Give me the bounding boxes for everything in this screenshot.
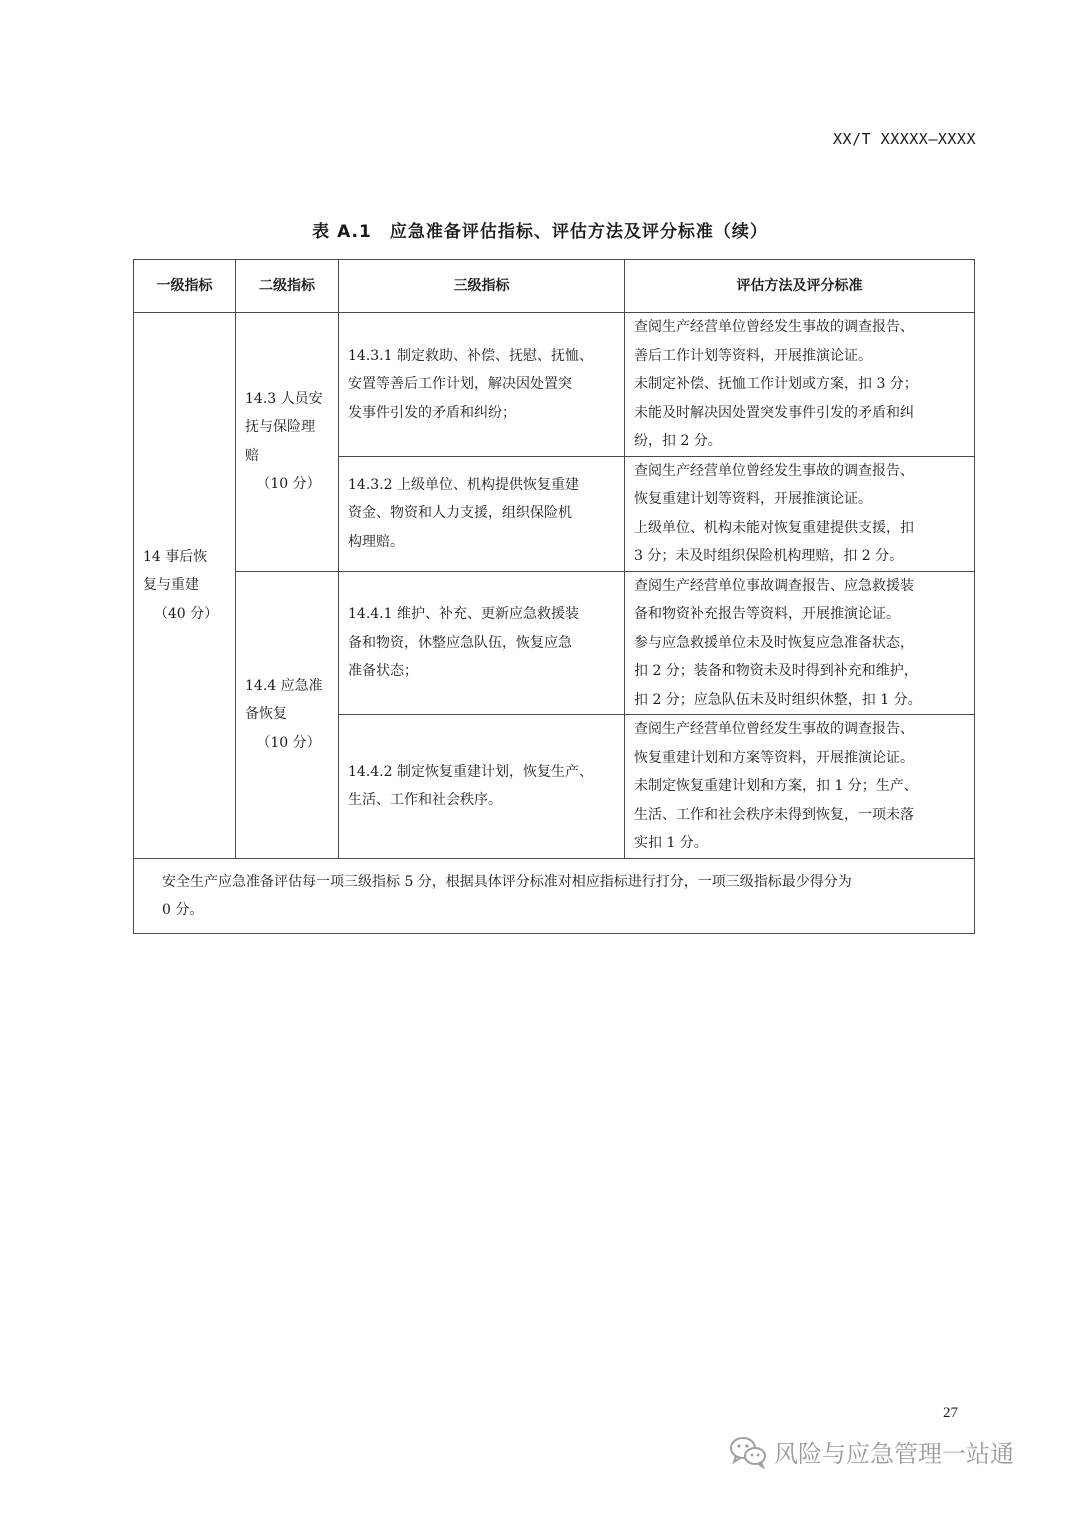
level3-line: 14.4.1 维护、补充、更新应急救援装 — [348, 606, 579, 622]
method-line: 实扣 1 分。 — [634, 835, 708, 851]
level3-line: 14.3.2 上级单位、机构提供恢复重建 — [348, 476, 579, 493]
method-line: 备和物资补充报告等资料，开展推演论证。 — [634, 606, 900, 622]
level2-cell — [236, 313, 339, 572]
method-line: 参与应急救援单位未及时恢复应急准备状态， — [634, 634, 914, 651]
level3-line: 14.3.1 制定救助、补偿、抚慰、抚恤、 — [348, 347, 593, 364]
column-header: 一级指标 — [134, 260, 236, 313]
method-line: 查阅生产经营单位曾经发生事故的调查报告、 — [634, 319, 914, 335]
table-number: 表 A.1 — [312, 222, 372, 242]
score-note-line: 安全生产应急准备评估每一项三级指标 5 分，根据具体评分标准对相应指标进行打分，一项三级指标最少得分为 — [162, 873, 852, 890]
level2-cell — [236, 571, 339, 858]
level2-line: 14.3 人员安 — [245, 390, 323, 407]
method-line: 恢复重建计划和方案等资料，开展推演论证。 — [634, 749, 914, 766]
document-code: XX/T XXXXX—XXXX — [833, 130, 976, 148]
level2-line: 抚与保险理 — [245, 419, 315, 436]
page-number: 27 — [943, 1405, 958, 1421]
wechat-icon — [728, 1435, 768, 1469]
watermark-text: 风险与应急管理一站通 — [774, 1440, 1014, 1468]
method-line: 纷，扣 2 分。 — [634, 433, 722, 449]
level2-line: 14.4 应急准 — [245, 677, 323, 694]
method-line: 扣 2 分；装备和物资未及时得到补充和维护， — [634, 663, 918, 679]
table-row — [134, 571, 975, 715]
method-line: 未制定恢复重建计划和方案，扣 1 分；生产、 — [634, 778, 918, 794]
method-line: 恢复重建计划等资料，开展推演论证。 — [634, 491, 872, 507]
method-line: 未制定补偿、抚恤工作计划或方案，扣 3 分； — [634, 376, 918, 392]
level3-cell — [339, 715, 625, 859]
level2-score: （10 分） — [256, 476, 321, 493]
method-line: 查阅生产经营单位事故调查报告、应急救援装 — [634, 577, 914, 594]
level3-line: 备和物资，休整应急队伍，恢复应急 — [348, 634, 572, 651]
score-note-line: 0 分。 — [162, 901, 204, 918]
column-header: 评估方法及评分标准 — [625, 260, 975, 313]
score-note-row — [134, 858, 975, 933]
level3-line: 发事件引发的矛盾和纠纷； — [348, 404, 516, 421]
level3-cell — [339, 313, 625, 457]
method-line: 3 分；未及时组织保险机构理赔，扣 2 分。 — [634, 548, 904, 564]
method-line: 上级单位、机构未能对恢复重建提供支援，扣 — [634, 519, 914, 536]
level3-cell — [339, 456, 625, 571]
level3-line: 准备状态； — [348, 663, 418, 679]
table-header-row — [134, 260, 975, 313]
level1-cell — [134, 313, 236, 859]
level3-line: 生活、工作和社会秩序。 — [348, 792, 502, 809]
method-cell — [625, 715, 975, 859]
method-line: 善后工作计划等资料，开展推演论证。 — [634, 347, 872, 364]
method-line: 生活、工作和社会秩序未得到恢复，一项未落 — [634, 806, 914, 823]
level1-line: 复与重建 — [143, 577, 199, 593]
table-title — [0, 217, 1080, 242]
column-header: 二级指标 — [236, 260, 339, 313]
level3-cell — [339, 571, 625, 715]
level1-line: 14 事后恢 — [143, 548, 208, 565]
level3-line: 资金、物资和人力支援，组织保险机 — [348, 505, 572, 522]
table-row — [134, 313, 975, 457]
evaluation-table — [133, 259, 975, 934]
table-caption: 应急准备评估指标、评估方法及评分标准（续） — [389, 222, 768, 242]
method-cell — [625, 456, 975, 571]
level3-line: 安置等善后工作计划，解决因处置突 — [348, 376, 572, 392]
level3-line: 14.4.2 制定恢复重建计划，恢复生产、 — [348, 763, 593, 780]
level2-score: （10 分） — [256, 734, 321, 751]
level3-line: 构理赔。 — [348, 533, 404, 550]
level2-line: 赔 — [245, 447, 259, 464]
score-note-cell — [134, 858, 975, 933]
level2-line: 备恢复 — [245, 706, 287, 723]
watermark — [728, 1434, 1014, 1469]
method-line: 未能及时解决因处置突发事件引发的矛盾和纠 — [634, 404, 914, 421]
column-header: 三级指标 — [339, 260, 625, 313]
level1-score: （40 分） — [153, 605, 219, 622]
method-line: 扣 2 分；应急队伍未及时组织休整，扣 1 分。 — [634, 691, 922, 708]
method-cell — [625, 313, 975, 457]
method-cell — [625, 571, 975, 715]
method-line: 查阅生产经营单位曾经发生事故的调查报告、 — [634, 721, 914, 737]
method-line: 查阅生产经营单位曾经发生事故的调查报告、 — [634, 462, 914, 479]
